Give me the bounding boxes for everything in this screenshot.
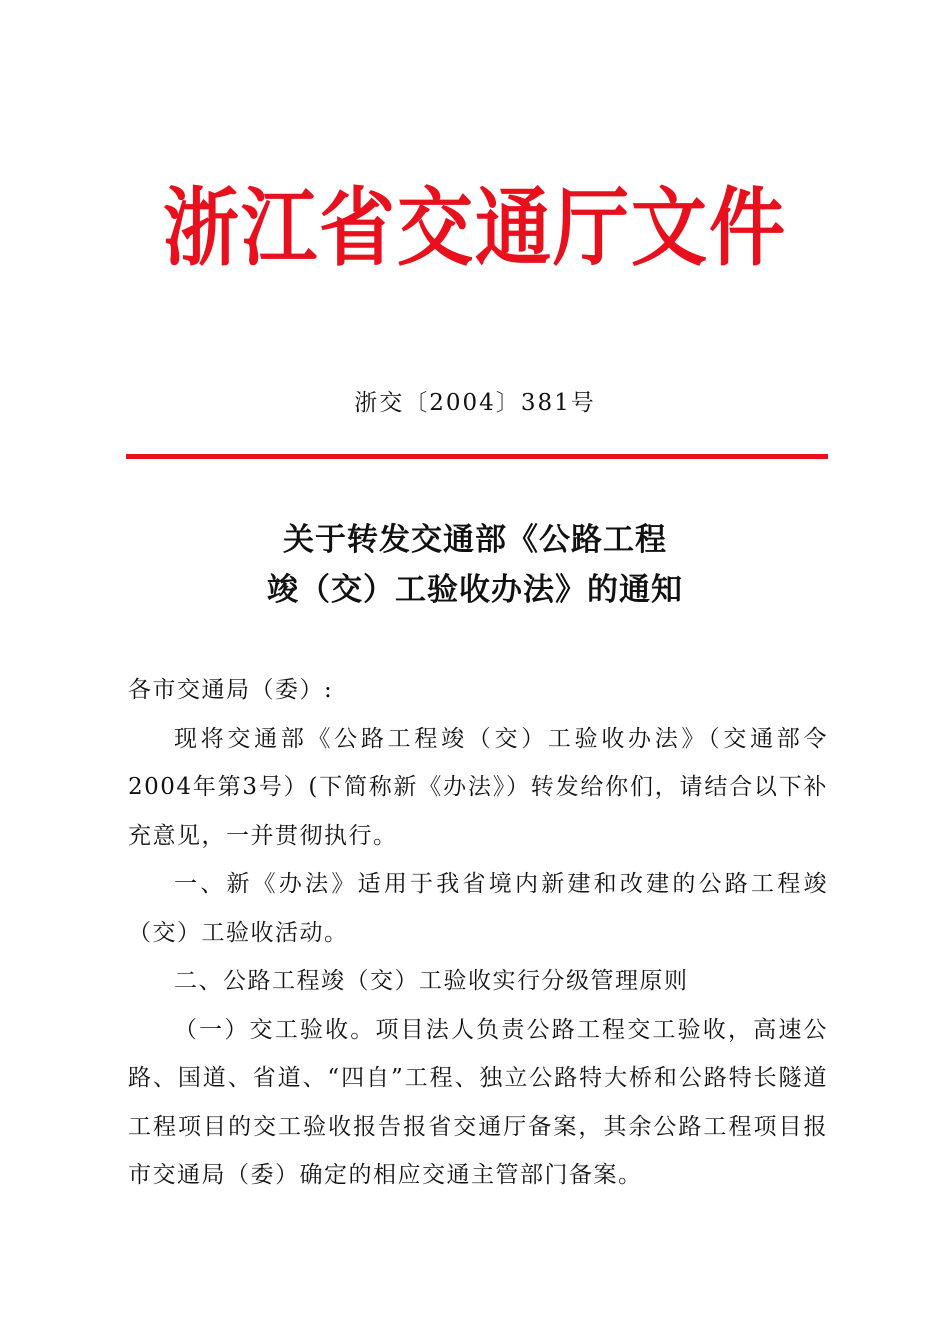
document-number: 浙交〔2004〕381号 [354,390,596,416]
paragraph: （一）交工验收。项目法人负责公路工程交工验收，高速公路、国道、省道、“四自”工程、独立公路特大桥和公路特长隧道工程项目的交工验收报告报省交通厅备案，其余公路工程项目报市交通局（委）确定的相应交通主管部门备案。 [128,1016,828,1188]
paragraph: 一、新《办法》适用于我省境内新建和改建的公路工程竣（交）工验收活动。 [128,871,828,946]
notice-body [128,666,828,1200]
paragraph: 现将交通部《公路工程竣（交）工验收办法》（交通部令2004年第3号）(下简称新《办法》）转发给你们，请结合以下补充意见，一并贯彻执行。 [128,725,828,849]
notice-title-line1: 关于转发交通部《公路工程 [283,522,667,558]
notice-title-line2: 竣（交）工验收办法》的通知 [267,572,683,608]
masthead-title: 浙江省交通厅文件 [163,177,787,278]
red-divider [126,454,828,459]
paragraph: 二、公路工程竣（交）工验收实行分级管理原则 [174,968,689,994]
salutation: 各市交通局（委）: [128,677,334,703]
